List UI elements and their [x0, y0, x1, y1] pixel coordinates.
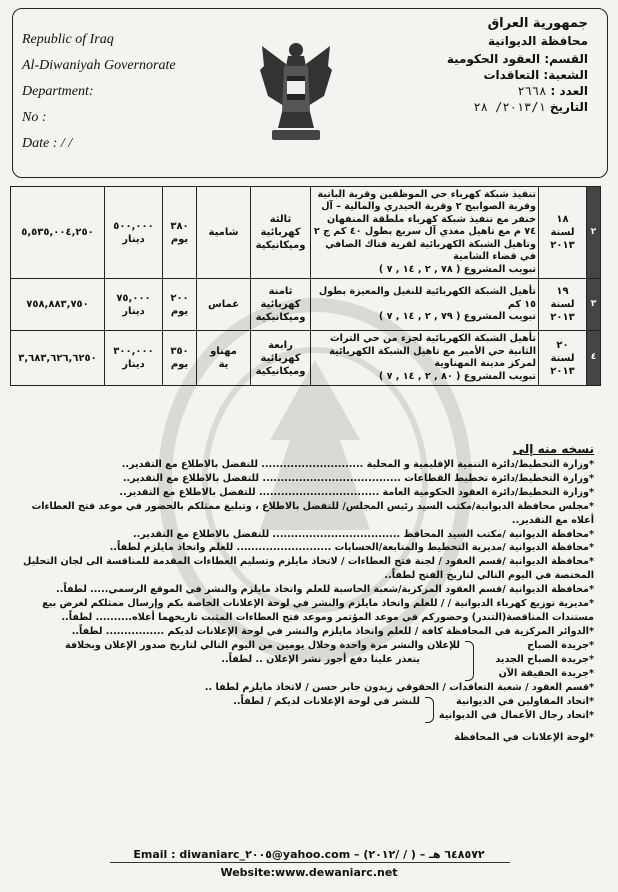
description-cell: تأهيل الشبكة الكهربائية لجزء من حي التراث الثانية حي الأمير مع تاهيل الشبكة الكهربائية لمركز مدينة المهناوية تبويب المشروع ( ٨٠ , ٢ , ١٤ , ٧ ): [311, 331, 539, 386]
newspapers-block: [22, 639, 594, 681]
category-cell: ثالثة كهربائية وميكانيكية: [251, 187, 311, 279]
location-cell: مهناو ية: [197, 331, 251, 386]
union-note: للنشر في لوحة الإعلانات لديكم / لطفاً..: [233, 695, 420, 707]
governorate-en: Al-Diwaniyah Governorate: [22, 58, 176, 73]
date-ar: [473, 100, 588, 114]
newspaper-note-1: للإعلان والنشر مرة واحدة وخلال يومين من اليوم التالي لتاريخ صدور الإعلان وبخلافة: [65, 639, 460, 651]
number-label: العدد :: [550, 84, 588, 98]
table-row: [11, 331, 601, 386]
cost-cell: ٧٥٨,٨٨٣,٧٥٠: [11, 279, 105, 331]
newspaper-item: *جريدة الحقيقة الآن: [498, 667, 594, 679]
copy-line: *محافظة الديوانية /مكتب السيد المحافظ ................................... للتفضل بالاطلاع مع التقدير..: [133, 528, 594, 540]
duration-cell: ٣٥٠ يوم: [163, 331, 197, 386]
date-en: Date : / /: [22, 136, 73, 151]
unions-list: [434, 695, 594, 723]
copy-line: *وزارة التخطيط/دائرة التنمية الإقليمية و المحلية ............................ للتفضل بالاطلاع مع التقدير..: [121, 459, 594, 470]
newspaper-note-2: يتعذر علينا دفع أجور نشر الإعلان .. لطفاً..: [221, 653, 420, 665]
price-cell: ٣٠٠,٠٠٠ دينار: [105, 331, 163, 386]
table-row: [11, 279, 601, 331]
brace: [425, 697, 434, 723]
copy-line: *وزارة التخطيط/دائرة تخطيط القطاعات ...................................... للتفضل بالاطلاع مع التقدير..: [122, 472, 594, 484]
category-cell: ثامنة كهربائية وميكانيكية: [251, 279, 311, 331]
duration-cell: ٣٨٠ يوم: [163, 187, 197, 279]
copy-line: *الدوائر المركزية في المحافظة كافة / للعلم واتخاذ مايلزم والنشر في لوحة الإعلانات لديكم ................ لطفاً..: [71, 625, 594, 637]
union-item: *اتحاد رجال الأعمال في الديوانية: [438, 709, 594, 721]
governorate-ar: محافظة الديوانية: [488, 34, 588, 48]
union-item: *اتحاد المقاولين في الديوانية: [456, 695, 594, 707]
serial-cell: ٤: [587, 331, 601, 386]
copies-title: نسخه منه إلى: [512, 442, 594, 456]
iraq-eagle-emblem: [258, 36, 334, 146]
copy-line: *وزارة التخطيط/دائرة العقود الحكومية العامة ................................. للتفضل بالاطلاع مع التقدير..: [119, 486, 594, 498]
date-label: التاريخ: [549, 100, 588, 114]
cost-cell: ٥,٥٣٥,٠٠٤,٢٥٠: [11, 187, 105, 279]
number-value: ٢٦٦٨: [517, 84, 547, 98]
footer-divider: [110, 862, 510, 863]
number-ar: [517, 84, 588, 98]
republic-ar: جمهورية العراق: [487, 16, 588, 31]
department-ar: القسم: العقود الحكومية: [446, 52, 588, 66]
serial-cell: ٣: [587, 279, 601, 331]
serial-cell: ٢: [587, 187, 601, 279]
project-no-cell: ٢٠ لسنة ٢٠١٣: [539, 331, 587, 386]
copy-line: *مديرية توزيع كهرباء الديوانية / / للعلم واتخاذ مايلزم والنشر في لوحة الإعلانات الخاصة بكم وإرسال ممثلكم لغرض بيع مستندات المناقصة(التندر) وحضوركم في موعد المؤتمر وموعد فتح العطاءات المثبت تاريخهما أعلاه.......... لطفاً..: [42, 598, 594, 623]
copy-line: *قسم العقود / شعبة التعاقدات / الحقوقي زيدون جابر حسن / لاتخاذ مايلزم لطفا ..: [204, 681, 594, 693]
project-no-cell: ١٨ لسنة ٢٠١٣: [539, 187, 587, 279]
newspaper-note: [65, 639, 460, 667]
newspapers-list: [478, 639, 594, 681]
copy-line: *محافظة الديوانية /قسم العقود المركزية/شعبة الحاسبة للعلم واتخاذ مايلزم والنشر في الموقع الرسمي..... لطفاً..: [56, 584, 594, 596]
tenders-table: [10, 186, 601, 386]
newspaper-item: *جريدة الصباح: [527, 639, 594, 651]
footer-website: Website:www.dewaniarc.net: [220, 866, 398, 879]
number-en: No :: [22, 110, 47, 125]
unions-block: [22, 695, 594, 725]
brace: [465, 641, 474, 681]
project-no-cell: ١٩ لسنة ٢٠١٣: [539, 279, 587, 331]
price-cell: ٥٠٠,٠٠٠ دينار: [105, 187, 163, 279]
copy-line: *محافظة الديوانية /مديرية التخطيط والمتابعة/الحسابات .......................... للعلم واتخاذ مايلزم لطفاً..: [109, 542, 594, 554]
location-cell: شامية: [197, 187, 251, 279]
cost-cell: ٣,٦٨٣,٦٢٦,٦٢٥٠: [11, 331, 105, 386]
footer-contact: Email : diwaniarc_٢٠٠٥@yahoo.com – (٢٠١٢/ / ) – ٦٤٨٥٧٢ هـ: [133, 848, 485, 861]
copy-line: *محافظة الديوانية /قسم العقود / لجنة فتح العطاءات / لاتخاذ مايلزم وتسليم العطاءات المقدمة للمناقسة الى لجان التحليل المختصة في اليوم التالي لتاريخ الفتح لطفاً..: [23, 556, 594, 582]
price-cell: ٧٥,٠٠٠ دينار: [105, 279, 163, 331]
table-row: [11, 187, 601, 279]
copy-line: *لوحة الإعلانات في المحافظة: [454, 731, 594, 743]
location-cell: غماس: [197, 279, 251, 331]
description-cell: تنفيذ شبكة كهرباء حي الموظفين وقرية الباتية وقرية الصوابيج ٢ وقرية الحيدري والمالية – آل خنفر مع تنفيذ شبكة كهرباء ملطقة المنفهان ٧٤ م مع تاهيل مغذي آل سريع بطول ٤٠ كم ج ٢ وتاهيل الشبكة الكهربائية لقرية فتاك الصافي في قضاء الشامية تبويب المشروع ( ٧٨ , ٢ , ١٤ , ٧ ): [311, 187, 539, 279]
section-ar: الشعبة: التعاقدات: [483, 68, 588, 82]
duration-cell: ٢٠٠ يوم: [163, 279, 197, 331]
category-cell: رابعة كهربائية وميكانيكية: [251, 331, 311, 386]
date-value: ٢٠١٣/١/ ٢٨: [473, 100, 546, 114]
newspaper-item: *جريدة الصباح الجديد: [495, 653, 594, 665]
republic-en: Republic of Iraq: [22, 32, 114, 47]
department-en: Department:: [22, 84, 94, 99]
description-cell: تأهيل الشبكة الكهربائية للنغيل والمعيزة بطول ١٥ كم تبويب المشروع ( ٧٩ , ٢ , ١٤ , ٧ ): [311, 279, 539, 331]
copies-section: [22, 442, 594, 745]
copy-line: *مجلس محافظة الديوانية/مكتب السيد رئيس المجلس/ للتفضل بالاطلاع ، وتبليغ ممثلكم بالحضور في موعد فتح العطاءات أعلاه مع التقدير..: [31, 500, 594, 526]
